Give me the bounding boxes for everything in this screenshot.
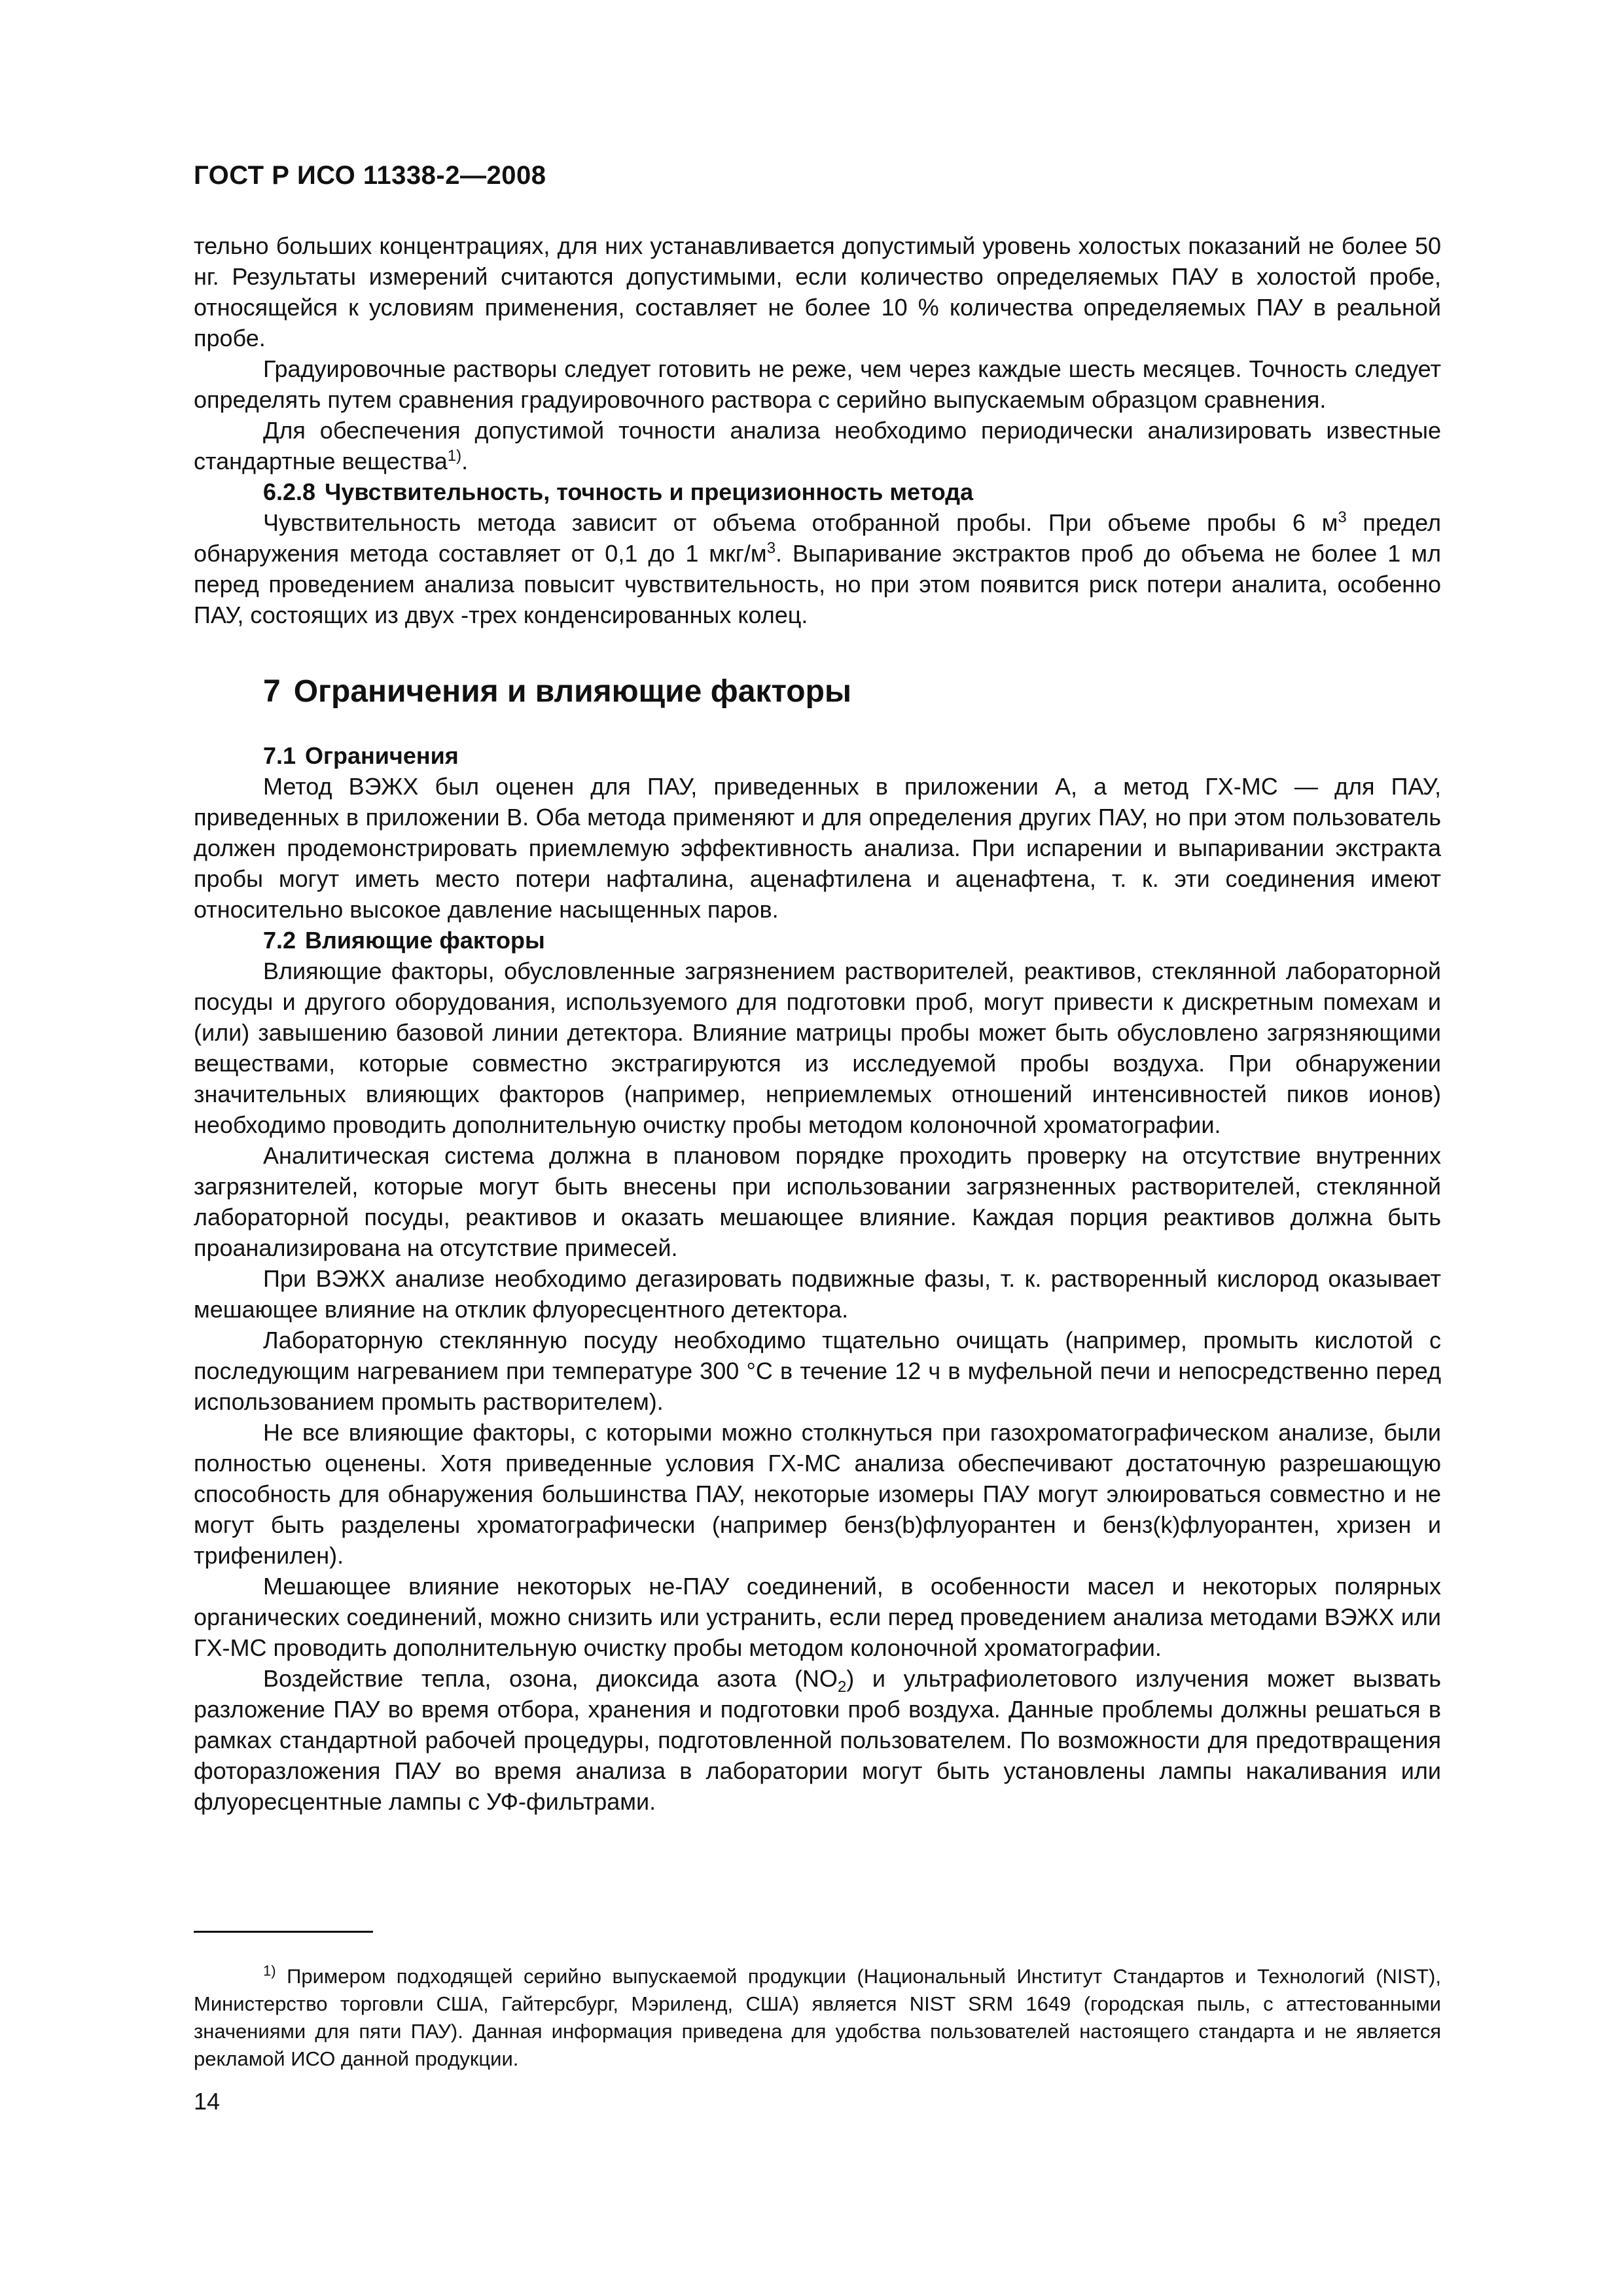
section-number: 7.1 [263, 742, 296, 769]
section-title: Ограничения и влияющие факторы [293, 674, 851, 709]
section-number: 6.2.8 [263, 478, 316, 505]
paragraph-glassware: Лабораторную стеклянную посуду необходимо тщательно очищать (например, промыть кислотой с последующим нагреванием при температуре 300 °С в течение 12 ч в муфельной печи и непосредственно перед использованием промыть растворителем). [194, 1327, 1441, 1415]
sensitivity-text-a: Чувствительность метода зависит от объема отобранной пробы. При объеме пробы 6 м [263, 509, 1338, 536]
paragraph-calibration: Градуировочные растворы следует готовить не реже, чем через каждые шесть месяцев. Точность следует определять путем сравнения градуировочного раствора с серийно выпускаемым образцом сравнения. [194, 355, 1441, 413]
paragraph-degradation [194, 1663, 1441, 1817]
section-title: Чувствительность, точность и прецизионность метода [325, 478, 974, 505]
section-title: Влияющие факторы [305, 927, 545, 954]
degradation-text-b: ) и ультрафиолетового излучения может вызвать разложение ПАУ во время отбора, хранения и подготовки проб воздуха. Данные проблемы должны решаться в рамках стандартной рабочей процедуры, подготовленной пользователем. По возможности для предотвращения фоторазложения ПАУ во время анализа в лаборатории могут быть установлены лампы накаливания или флуоресцентные лампы с УФ-фильтрами. [194, 1665, 1441, 1815]
paragraph-gc-isomers: Не все влияющие факторы, с которыми можно столкнуться при газохроматографическом анализе, были полностью оценены. Хотя приведенные условия ГХ-МС анализа обеспечивают достаточную разрешающую способность для обнаружения большинства ПАУ, некоторые изомеры ПАУ могут элюироваться совместно и не могут быть разделены хроматографически (например бенз(b)флуорантен и бенз(k)флуорантен, хризен и трифенилен). [194, 1419, 1441, 1569]
footnote-marker: 1) [263, 1962, 276, 1979]
sensitivity-text-c: . Выпаривание экстрактов проб до объема не более 1 мл перед проведением анализа повысит чувствительность, но при этом появится риск потери аналита, особенно ПАУ, состоящих из двух -трех конденсированных колец. [194, 540, 1441, 628]
footnote-text: Примером подходящей серийно выпускаемой продукции (Национальный Институт Стандартов и Технологий (NIST), Министерство торговли США, Гайтерсбург, Мэриленд, США) является NIST SRM 1649 (городская пыль, с аттестованными значениями для пяти ПАУ). Данная информация приведена для удобства пользователей настоящего стандарта и не является рекламой ИСО данной продукции. [194, 1965, 1441, 2070]
page-number: 14 [194, 2088, 221, 2115]
paragraph-hplc-degas: При ВЭЖХ анализе необходимо дегазировать подвижные фазы, т. к. растворенный кислород оказывает мешающее влияние на отклик флуоресцентного детектора. [194, 1265, 1441, 1323]
paragraph-non-pah: Мешающее влияние некоторых не-ПАУ соединений, в особенности масел и некоторых полярных органических соединений, можно снизить или устранить, если перед проведением анализа методами ВЭЖХ или ГХ-МС проводить дополнительную очистку пробы методом колоночной хроматографии. [194, 1573, 1441, 1661]
subscript: 2 [837, 1678, 847, 1696]
paragraph-accuracy [194, 415, 1441, 476]
degradation-text-a: Воздействие тепла, озона, диоксида азота (NO [263, 1665, 838, 1692]
sensitivity-text-b: предел обнаружения метода составляет от 0,1 до 1 мкг/м [194, 509, 1442, 567]
paragraph-limitations: Метод ВЭЖХ был оценен для ПАУ, приведенных в приложении А, а метод ГХ-МС — для ПАУ, приведенных в приложении В. Оба метода применяют и для определения других ПАУ, но при этом пользователь должен продемонстрировать приемлемую эффективность анализа. При испарении и выпаривании экстракта пробы могут иметь место потери нафталина, аценафтилена и аценафтена, т. к. эти соединения имеют относительно высокое давление насыщенных паров. [194, 773, 1441, 923]
superscript: 3 [766, 539, 776, 557]
paragraph-accuracy-end: . [461, 448, 469, 475]
footnote-reference: 1) [447, 447, 462, 465]
section-title: Ограничения [305, 742, 459, 769]
section-heading-6-2-8 [194, 476, 1441, 507]
superscript: 3 [1338, 509, 1347, 526]
paragraph-continuation: тельно больших концентрациях, для них устанавливается допустимый уровень холостых показаний не более 50 нг. Результаты измерений считаются допустимыми, если количество определяемых ПАУ в холостой пробе, относящейся к условиям применения, составляет не более 10 % количества определяемых ПАУ в реальной пробе. [194, 232, 1441, 351]
document-header: ГОСТ Р ИСО 11338-2—2008 [194, 161, 546, 190]
footnote-divider [194, 1931, 373, 1933]
paragraph-sensitivity [194, 507, 1441, 630]
main-content [194, 230, 1441, 1817]
paragraph-system-check: Аналитическая система должна в плановом порядке проходить проверку на отсутствие внутренних загрязнителей, которые могут быть внесены при использовании загрязненных растворителей, стеклянной лабораторной посуды, реактивов и оказать мешающее влияние. Каждая порция реактивов должна быть проанализирована на отсутствие примесей. [194, 1142, 1441, 1261]
section-number: 7 [263, 674, 281, 709]
section-number: 7.2 [263, 927, 296, 954]
section-heading-7-1 [194, 740, 1441, 771]
paragraph-interferences: Влияющие факторы, обусловленные загрязнением растворителей, реактивов, стеклянной лабораторной посуды и другого оборудования, используемого для подготовки проб, могут привести к дискретным помехам и (или) завышению базовой линии детектора. Влияние матрицы пробы может быть обусловлено загрязняющими веществами, которые совместно экстрагируются из исследуемой пробы воздуха. При обнаружении значительных влияющих факторов (например, неприемлемых отношений интенсивностей пиков ионов) необходимо проводить дополнительную очистку пробы методом колоночной хроматографии. [194, 958, 1441, 1138]
paragraph-accuracy-text: Для обеспечения допустимой точности анализа необходимо периодически анализировать известные стандартные вещества [194, 417, 1441, 475]
footnote [194, 1963, 1441, 2073]
section-heading-7 [194, 673, 1441, 710]
section-heading-7-2 [194, 925, 1441, 956]
